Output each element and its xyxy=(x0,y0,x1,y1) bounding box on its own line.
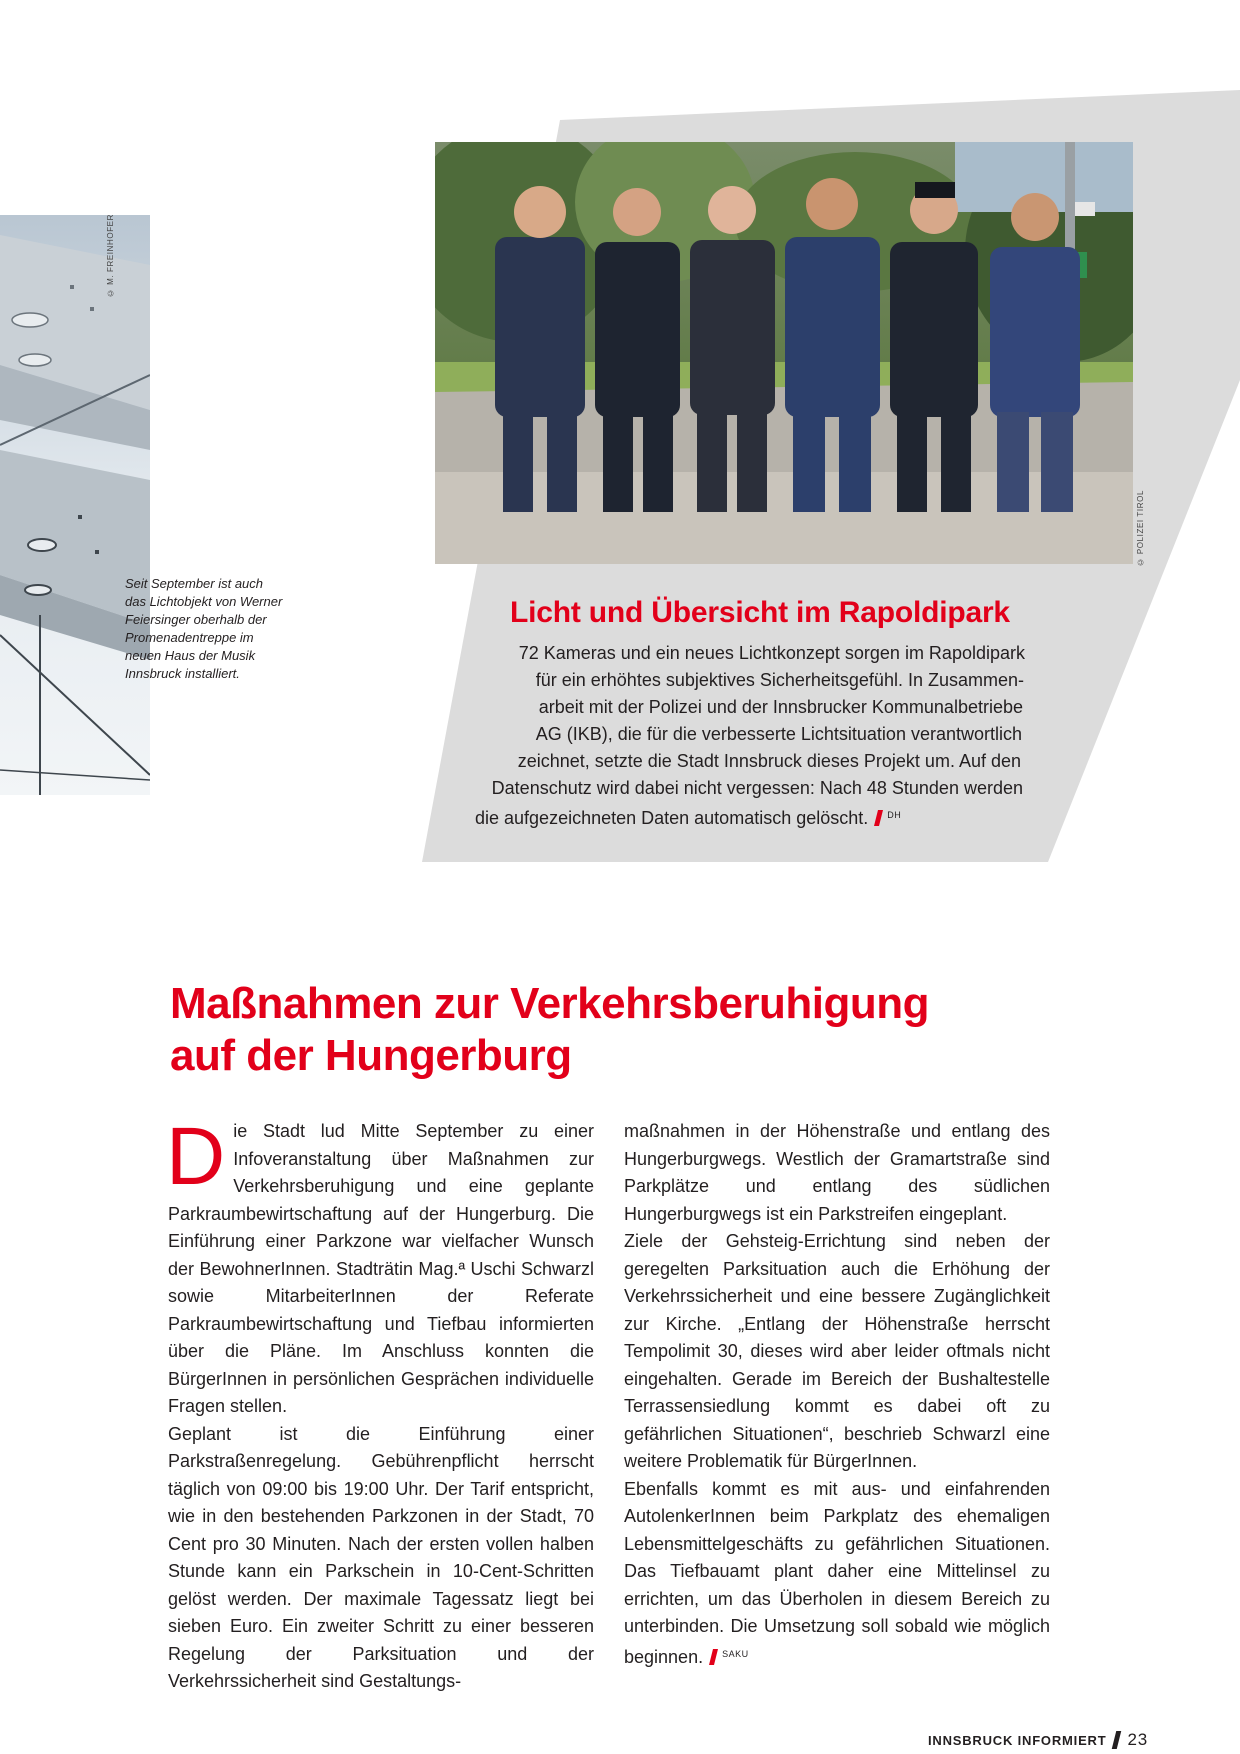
dropcap: D xyxy=(166,1111,226,1202)
main-title-line-1: Maßnahmen zur Verkehrsberuhigung xyxy=(170,979,930,1028)
footer-slash-icon xyxy=(1112,1731,1121,1749)
publication-name: INNSBRUCK INFORMIERT xyxy=(927,1733,1107,1748)
main-article-signature: SAKU xyxy=(722,1648,749,1659)
paragraph-5: Ebenfalls kommt es mit aus- und einfahrenden AutolenkerInnen beim Parkplatz des ehemaligen Lebensmittelgeschäfts zu gefährlichen Situationen. Das Tiefbauamt plant daher eine Mittelinsel zu errichten, um das Überholen in diesem Bereich zu unterbinden. Die Umsetzung soll sobald wie möglich beginnen. xyxy=(624,1478,1050,1667)
main-title-line-2: auf der Hungerburg xyxy=(170,1031,572,1080)
rapoldipark-line-1: 72 Kameras und ein neues Lichtkonzept sorgen im Rapoldipark xyxy=(518,643,1025,663)
rapoldipark-line-6: Datenschutz wird dabei nicht vergessen: Nach 48 Stunden werden xyxy=(491,778,1023,798)
rapoldipark-line-5: zeichnet, setzte die Stadt Innsbruck dieses Projekt um. Auf den xyxy=(517,751,1021,771)
rapoldipark-line-4: AG (IKB), die für die verbesserte Lichtsituation verantwortlich xyxy=(535,724,1022,744)
rapoldipark-line-3: arbeit mit der Polizei und der Innsbrucker Kommunalbetriebe xyxy=(538,697,1023,717)
paragraph-3: maßnahmen in der Höhenstraße und entlang des Hungerburgwegs. Westlich der Gramartstraße sind Parkplätze und entlang des südlichen Hungerburgwegs ist ein Parkstreifen eingeplant. xyxy=(624,1121,1050,1224)
article-column-right xyxy=(624,1118,1050,1671)
rapoldipark-signature: DH xyxy=(887,810,902,820)
rapoldipark-last-text: die aufgezeichneten Daten automatisch gelöscht. xyxy=(475,808,869,828)
rapoldipark-title: Licht und Übersicht im Rapoldipark xyxy=(510,596,1010,629)
article-column-left xyxy=(166,1111,594,1696)
photo-credit-right: © POLIZEI TIROL xyxy=(1136,490,1145,567)
paragraph-5-wrapper xyxy=(624,1476,1050,1672)
signature-slash-icon xyxy=(874,810,883,826)
rapoldipark-line-7 xyxy=(455,802,1055,832)
rapoldipark-line-2: für ein erhöhtes subjektives Sicherheitsgefühl. In Zusammen- xyxy=(535,670,1024,690)
page-number: 23 xyxy=(1127,1730,1148,1749)
photo-caption: Seit September ist auch das Lichtobjekt von Werner Feiersinger oberhalb der Promenadentreppe im neuen Haus der Musik Innsbruck installiert. xyxy=(125,576,283,681)
paragraph-4: Ziele der Gehsteig-Errichtung sind neben der geregelten Parksituation auch die Erhöhung der Verkehrssicherheit und eine bessere Zugänglichkeit zur Kirche. „Entlang der Höhenstraße herrscht Tempolimit 30, dieses wird aber leider oftmals nicht eingehalten. Gerade im Bereich der Bushaltestelle Terrassensiedlung kommt es dabei oft zu gefährlichen Situationen“, beschrieb Schwarzl eine weitere Problematik für BürgerInnen. xyxy=(624,1231,1050,1471)
main-article-title xyxy=(170,978,929,1082)
photo-credit-left: © M. FREINHOFER xyxy=(106,214,115,298)
paragraph-2: Geplant ist die Einführung einer Parkstraßenregelung. Gebührenpflicht herrscht täglich von 09:00 bis 19:00 Uhr. Der Tarif entspricht, wie in den bestehenden Parkzonen in der Stadt, 70 Cent pro 30 Minuten. Nach der ersten vollen halben Stunde kann ein Parkschein in 10-Cent-Schritten gelöst werden. Der maximale Tagessatz liegt bei sieben Euro. Ein zweiter Schritt zu einer besseren Regelung der Parksituation und der Verkehrssicherheit sind Gestaltungs- xyxy=(168,1423,594,1691)
paragraph-1: ie Stadt lud Mitte September zu einer Infoveranstaltung über Maßnahmen zur Verkehrsberuhigung und eine geplante Parkraumbewirtschaftung auf der Hungerburg. Die Einführung einer Parkzone war vielfacher Wunsch der BewohnerInnen. Stadträtin Mag.ª Uschi Schwarzl sowie MitarbeiterInnen der Referate Parkraumbewirtschaftung und Tiefbau informierten über die Pläne. Im Anschluss konnten die BürgerInnen in persönlichen Gesprächen individuelle Fragen stellen. xyxy=(168,1121,594,1416)
page-footer xyxy=(928,1730,1148,1750)
rapoldipark-body xyxy=(455,640,1055,832)
signature-slash-icon xyxy=(709,1649,718,1665)
group-photo xyxy=(435,142,1133,564)
light-object-photo xyxy=(0,215,150,795)
